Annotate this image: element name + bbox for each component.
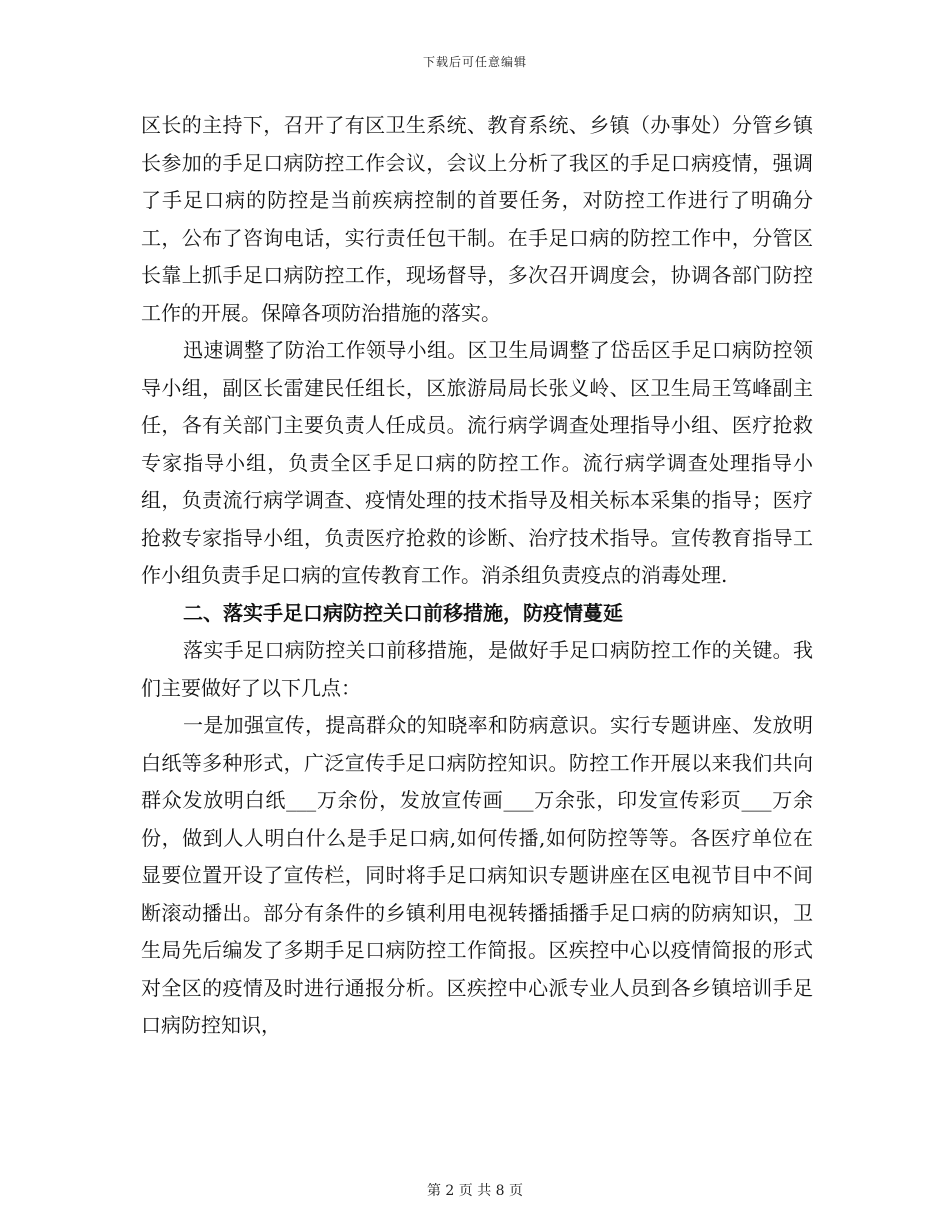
paragraph-1: 区长的主持下，召开了有区卫生系统、教育系统、乡镇（办事处）分管乡镇长参加的手足口病防控工作会议，会议上分析了我区的手足口病疫情，强调了手足口病的防控是当前疾病控制的首要任务，对防控工作进行了明确分工，公布了咨询电话，实行责任包干制。在手足口病的防控工作中，分管区长靠上抓手足口病防控工作，现场督导，多次召开调度会，协调各部门防控工作的开展。保障各项防治措施的落实。 [141, 113, 813, 325]
section-heading-2: 二、落实手足口病防控关口前移措施，防疫情蔓延 [183, 600, 623, 625]
paragraph-2: 迅速调整了防治工作领导小组。区卫生局调整了岱岳区手足口病防控领导小组，副区长雷建民任组长，区旅游局局长张义岭、区卫生局王笃峰副主任，各有关部门主要负责人任成员。流行病学调查处理指导小组、医疗抢救专家指导小组，负责全区手足口病的防控工作。流行病学调查处理指导小组，负责流行病学调查、疫情处理的技术指导及相关标本采集的指导；医疗抢救专家指导小组，负责医疗抢救的诊断、治疗技术指导。宣传教育指导工作小组负责手足口病的宣传教育工作。消杀组负责疫点的消毒处理. [141, 338, 813, 587]
header-note: 下载后可任意编辑 [422, 55, 527, 69]
paragraph-4: 一是加强宣传，提高群众的知晓率和防病意识。实行专题讲座、发放明白纸等多种形式，广泛宣传手足口病防控知识。防控工作开展以来我们共向群众发放明白纸___万余份，发放宣传画___万余张，印发宣传彩页___万余份，做到人人明白什么是手足口病,如何传播,如何防控等等。各医疗单位在显要位置开设了宣传栏，同时将手足口病知识专题讲座在区电视节目中不间断滚动播出。部分有条件的乡镇利用电视转播插播手足口病的防病知识，卫生局先后编发了多期手足口病防控工作简报。区疾控中心以疫情简报的形式对全区的疫情及时进行通报分析。区疾控中心派专业人员到各乡镇培训手足口病防控知识， [141, 713, 813, 1037]
document-body [141, 107, 813, 1045]
paragraph-3: 落实手足口病防控关口前移措施，是做好手足口病防控工作的关键。我们主要做好了以下几点： [141, 638, 813, 700]
page-number-footer: 第 2 页 共 8 页 [426, 1183, 524, 1199]
